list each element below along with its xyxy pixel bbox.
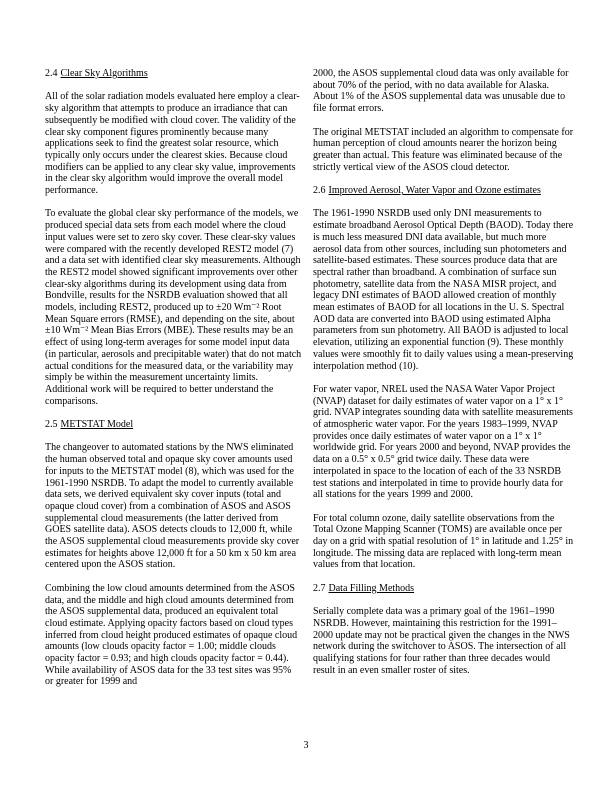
section-title: Clear Sky Algorithms xyxy=(60,68,148,79)
paragraph: The changeover to automated stations by the NWS eliminated the human observed total and opaque sky cover amounts used for inputs to the METSTAT model (8), which was used for the 1961-1990 NSRDB. To adapt the model to currently available data sets, we derived equivalent sky cover inputs (total and opaque cloud cover) from a combination of ASOS and ASOS supplemental cloud measurements (the latter derived from GOES satellite data). ASOS detects clouds to 12,000 ft, while the ASOS supplemental cloud measurements provide sky cover estimates for heights above 12,000 ft for a 50 km x 50 km area centered upon the ASOS station. xyxy=(45,442,300,571)
paragraph: For water vapor, NREL used the NASA Water Vapor Project (NVAP) dataset for daily estimates of water vapor on a 1° x 1° grid. NVAP integrates sounding data with satellite measurements of atmospheric water vapor. For the years 1983–1999, NVAP provides once daily estimates of water vapor on a 1° x 1° worldwide grid. For years 2000 and beyond, NVAP provides the data on a 0.5° x 0.5° grid twice daily. These data were interpolated in space to the location of each of the 33 NSRDB test stations and interpolated in time to provide hourly data for all stations for the years 1999 and 2000. xyxy=(313,383,573,501)
section-number: 2.5 xyxy=(45,419,58,431)
right-column xyxy=(313,68,574,688)
section-heading-2-4 xyxy=(45,68,302,80)
section-number: 2.7 xyxy=(313,582,326,594)
paragraph: To evaluate the global clear sky performance of the models, we produced special data sets from each model where the cloud input values were set to zero sky cover. These clear-sky values were compared with the recently developed REST2 model (7) and a data set with identified clear sky measurements. Although the REST2 model showed significant improvements over other clear-sky algorithms during its development using data from Bondville, results for the NSRDB evaluation showed that all models, including REST2, produced up to ±20 Wm⁻² Root Mean Square errors (RMSE), and depending on the site, about ±10 Wm⁻² Mean Bias Errors (MBE). These results may be an effect of using long-term averages for some model input data (in particular, aerosols and precipitable water) that do not match actual conditions for the measured data, or the variability may simply be within the measurement uncertainty limits. Additional work will be required to better understand the comparisons. xyxy=(45,208,302,407)
section-title: Improved Aerosol, Water Vapor and Ozone estimates xyxy=(328,185,541,196)
left-column xyxy=(45,68,302,700)
section-number: 2.6 xyxy=(313,185,326,196)
section-title: METSTAT Model xyxy=(60,419,134,431)
paragraph: Serially complete data was a primary goal of the 1961–1990 NSRDB. However, maintaining this restriction for the 1991–2000 update may not be practical given the changes in the NWS network during the switchover to ASOS. The intersection of all qualifying stations for four rather than three decades would result in an even smaller roster of sites. xyxy=(313,606,570,676)
paragraph: 2000, the ASOS supplemental cloud data was only available for about 70% of the period, with no data available for Alaska. About 1% of the ASOS supplemental data was unusable due to file format errors. xyxy=(313,68,569,115)
section-heading-2-7 xyxy=(313,583,574,595)
paragraph: The 1961-1990 NSRDB used only DNI measurements to estimate broadband Aerosol Optical Depth (BAOD). Today there is much less measured DNI data available, but much more aerosol data from other sources, including sun photometers and satellite-based estimates. These sources produce data that are spectral rather than broadband. A combination of surface sun photometry, satellite data from the NASA MISR project, and legacy DNI estimates of BAOD allowed creation of monthly mean estimates of BAOD for all locations in the U. S. Spectral AOD data are converted into BAOD using estimated Alpha parameters from sun photometry. All BAOD is adjusted to local elevation, utilizing an exponential function (9). These monthly values were smoothly fit to daily values using a mean-preserving interpolation method (10). xyxy=(313,208,574,372)
page-number: 3 xyxy=(303,740,309,751)
paragraph: The original METSTAT included an algorithm to compensate for human perception of cloud amounts nearer the horizon being greater than actual. This feature was eliminated because of the strictly vertical view of the ASOS cloud detector. xyxy=(313,126,574,173)
paragraph: Combining the low cloud amounts determined from the ASOS data, and the middle and high cloud amounts determined from the ASOS supplemental data, produced an equivalent total cloud estimate. Applying opacity factors based on cloud types inferred from cloud height produced estimates of opaque cloud amounts (low clouds opacity factor = 1.00; middle clouds opacity factor = 0.93; and high clouds opacity factor = 0.44). While availability of ASOS data for the 33 test sites was 95% or greater for 1999 and xyxy=(45,582,298,688)
section-heading-2-6 xyxy=(313,185,574,197)
paragraph: For total column ozone, daily satellite observations from the Total Ozone Mapping Scanner (TOMS) are available once per day on a grid with spatial resolution of 1° in latitude and 1.25° in longitude. The missing data are replaced with long-term mean values from that location. xyxy=(313,512,574,571)
section-heading-2-5 xyxy=(45,419,302,431)
section-number: 2.4 xyxy=(45,68,58,79)
paragraph: All of the solar radiation models evaluated here employ a clear-sky algorithm that attempts to produce an irradiance that can subsequently be modified with cloud cover. The validity of the clear sky component figures prominently because many applications seek to find the greatest solar resource, which typically only occurs under the clearest skies. Because cloud modifiers can be applied to any clear sky value, improvements in the clear sky algorithm would improve the overall model performance. xyxy=(45,91,300,197)
section-title: Data Filling Methods xyxy=(328,582,415,594)
